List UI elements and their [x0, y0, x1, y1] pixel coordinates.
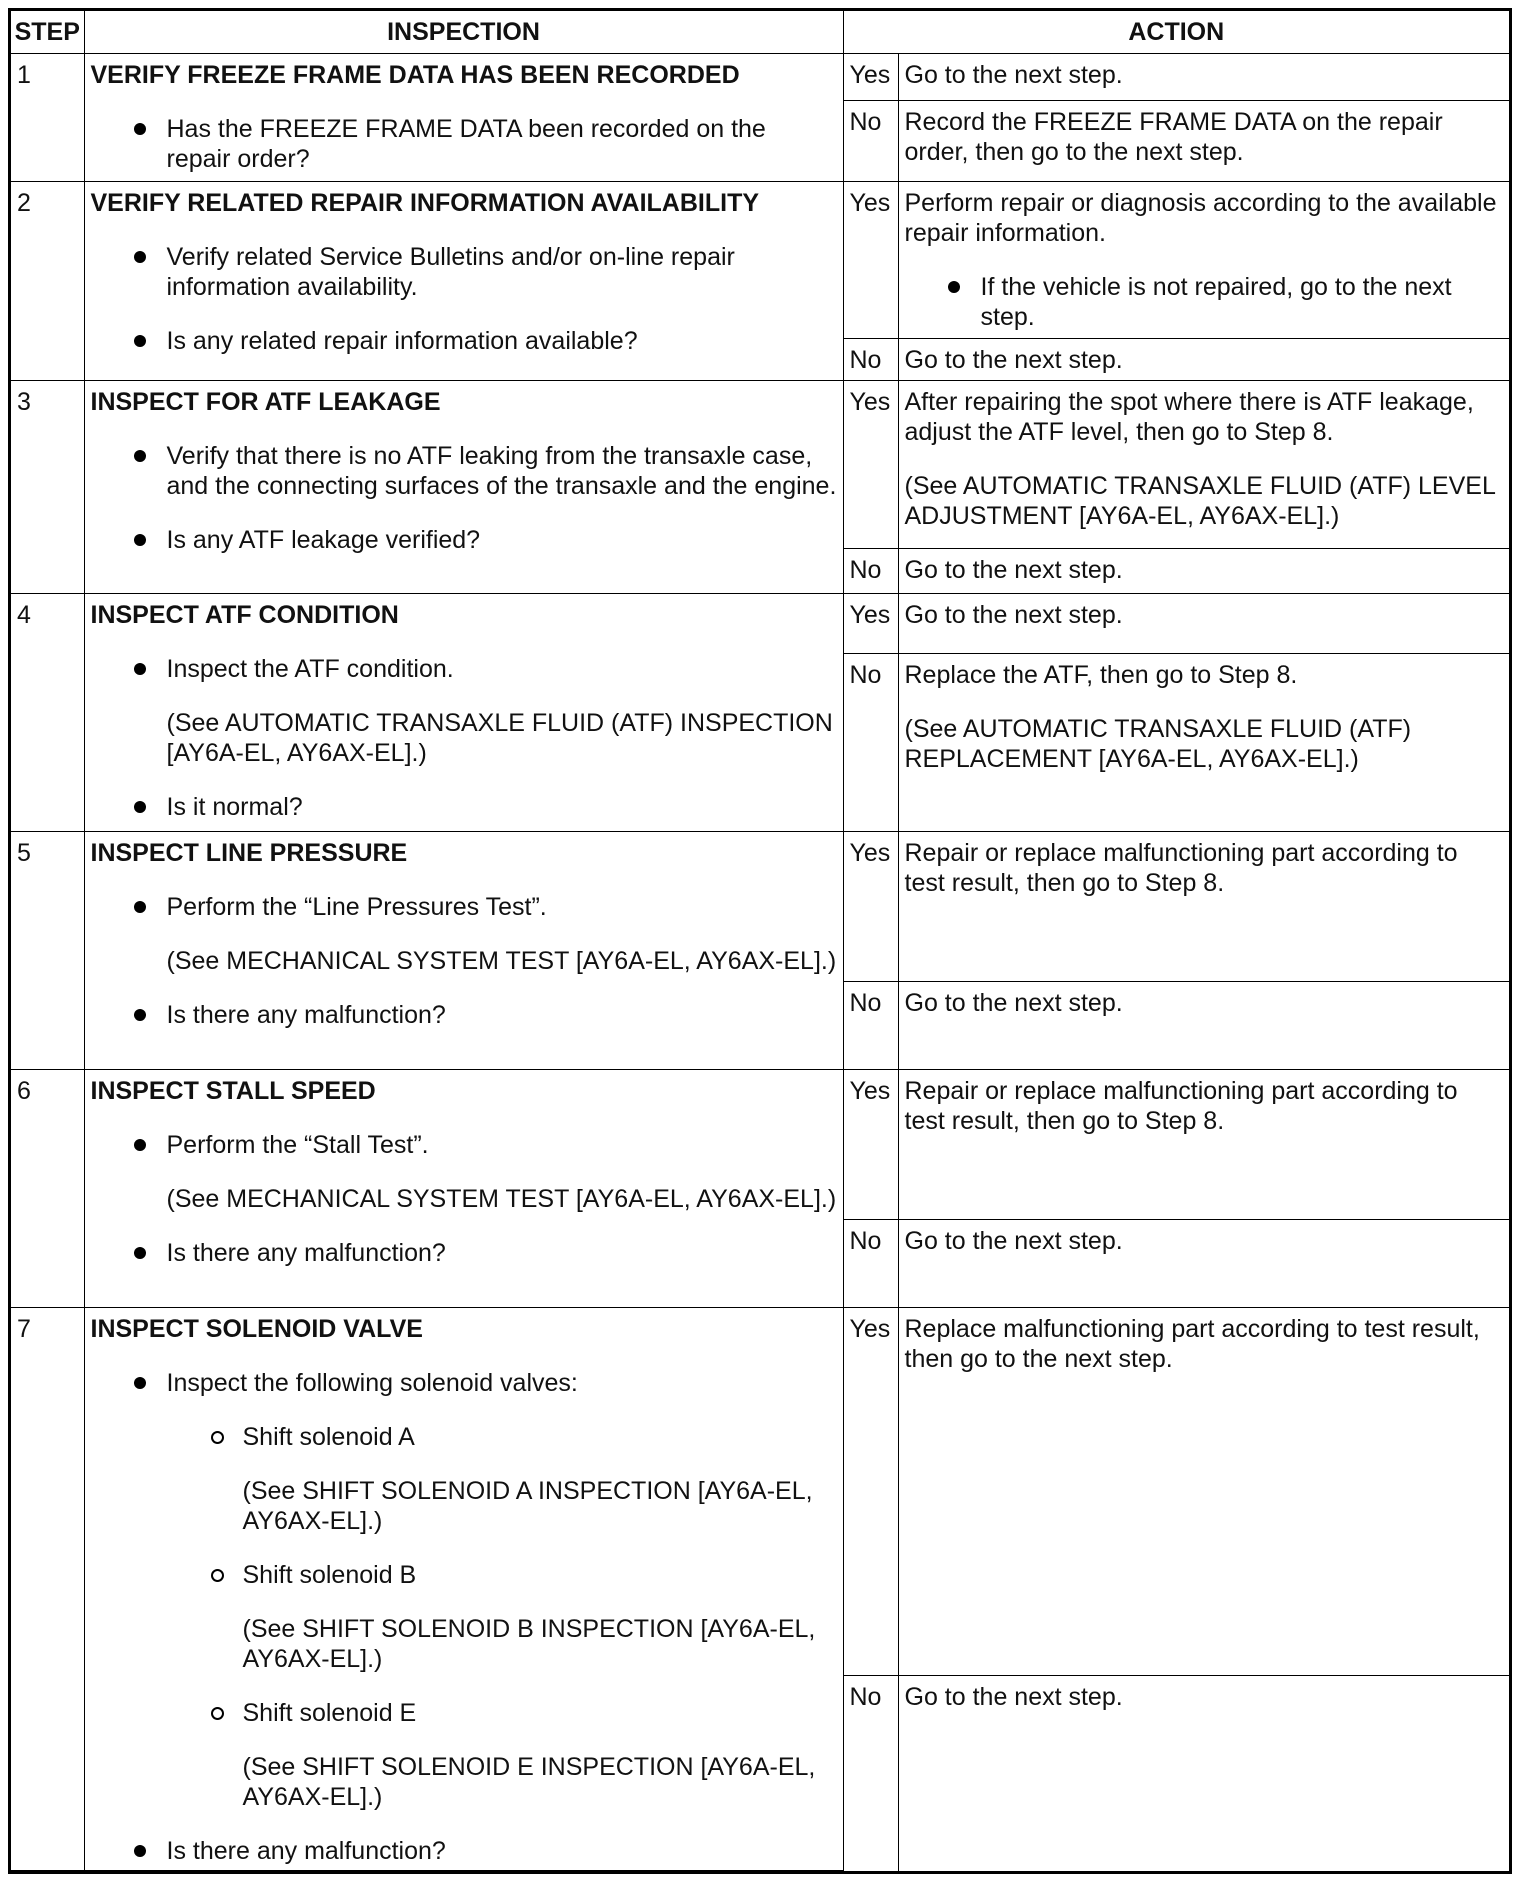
step-number: 4	[11, 593, 84, 831]
table-row	[11, 593, 1509, 653]
step-number: 2	[11, 181, 84, 380]
inspection-reference: (See AUTOMATIC TRANSAXLE FLUID (ATF) INSPECTION [AY6A-EL, AY6AX-EL].)	[166, 708, 833, 767]
inspection-bullet: Perform the “Stall Test”.	[91, 1130, 837, 1160]
inspection-bullet: Perform the “Line Pressures Test”.	[91, 892, 837, 922]
action-text: Go to the next step.	[904, 1683, 1123, 1712]
inspection-cell	[84, 181, 843, 380]
inspection-bullet: Has the FREEZE FRAME DATA been recorded on the repair order?	[91, 114, 837, 174]
action-text: Perform repair or diagnosis according to the available repair information.	[904, 188, 1497, 247]
solenoid-reference: (See SHIFT SOLENOID E INSPECTION [AY6A-EL, AY6AX-EL].)	[242, 1752, 816, 1811]
solenoid-list-item: Shift solenoid B	[91, 1560, 837, 1590]
step-title: INSPECT SOLENOID VALVE	[90, 1314, 423, 1343]
action-cell	[898, 53, 1509, 100]
solenoid-reference: (See SHIFT SOLENOID A INSPECTION [AY6A-EL, AY6AX-EL].)	[242, 1476, 813, 1535]
answer-no: No	[843, 1676, 898, 1871]
action-cell	[898, 1676, 1509, 1871]
action-cell	[898, 181, 1509, 338]
answer-no: No	[843, 1219, 898, 1307]
diagnostic-procedure-sheet	[8, 8, 1512, 1874]
step-title: VERIFY FREEZE FRAME DATA HAS BEEN RECORDED	[90, 60, 740, 89]
answer-yes: Yes	[843, 1069, 898, 1219]
inspection-reference: (See MECHANICAL SYSTEM TEST [AY6A-EL, AY6AX-EL].)	[166, 946, 837, 975]
inspection-bullet: Is any related repair information available?	[91, 326, 837, 356]
action-cell	[898, 100, 1509, 181]
inspection-bullet: Is there any malfunction?	[91, 1000, 837, 1030]
answer-no: No	[843, 981, 898, 1069]
table-row	[11, 181, 1509, 338]
table-row	[11, 380, 1509, 548]
action-text: Go to the next step.	[904, 345, 1123, 374]
step-number: 7	[11, 1307, 84, 1870]
action-cell	[898, 1069, 1509, 1219]
action-cell	[898, 338, 1509, 380]
answer-no: No	[843, 548, 898, 593]
table-row	[11, 1069, 1509, 1219]
action-cell	[898, 831, 1509, 981]
action-text: Go to the next step.	[904, 60, 1123, 89]
table-row	[11, 1307, 1509, 1676]
inspection-bullet: Is there any malfunction?	[91, 1836, 837, 1866]
action-cell	[898, 653, 1509, 831]
inspection-cell	[84, 53, 843, 181]
action-text: Go to the next step.	[904, 988, 1123, 1017]
inspection-cell	[84, 593, 843, 831]
answer-yes: Yes	[843, 181, 898, 338]
inspection-bullet: Verify that there is no ATF leaking from the transaxle case, and the connecting surfaces of the transaxle and the engine.	[91, 441, 837, 501]
action-cell	[898, 1307, 1509, 1676]
action-text: Go to the next step.	[904, 1226, 1123, 1255]
action-text: Replace malfunctioning part according to test result, then go to the next step.	[904, 1314, 1480, 1373]
inspection-bullet: Is it normal?	[91, 792, 837, 822]
step-title: INSPECT ATF CONDITION	[90, 600, 399, 629]
action-column-header: ACTION	[843, 11, 1509, 53]
action-text: Go to the next step.	[904, 555, 1123, 584]
answer-yes: Yes	[843, 831, 898, 981]
step-title: VERIFY RELATED REPAIR INFORMATION AVAILABILITY	[90, 188, 760, 217]
inspection-column-header: INSPECTION	[84, 11, 843, 53]
action-text: Repair or replace malfunctioning part according to test result, then go to Step 8.	[904, 1076, 1458, 1135]
answer-yes: Yes	[843, 53, 898, 100]
step-number: 5	[11, 831, 84, 1069]
step-title: INSPECT LINE PRESSURE	[90, 838, 408, 867]
answer-yes: Yes	[843, 1307, 898, 1676]
answer-yes: Yes	[843, 380, 898, 548]
inspection-cell	[84, 380, 843, 593]
action-text: Repair or replace malfunctioning part according to test result, then go to Step 8.	[904, 838, 1458, 897]
answer-no: No	[843, 338, 898, 380]
action-reference: (See AUTOMATIC TRANSAXLE FLUID (ATF) REPLACEMENT [AY6A-EL, AY6AX-EL].)	[904, 714, 1412, 773]
step-number: 3	[11, 380, 84, 593]
inspection-cell	[84, 1069, 843, 1307]
action-reference: (See AUTOMATIC TRANSAXLE FLUID (ATF) LEVEL ADJUSTMENT [AY6A-EL, AY6AX-EL].)	[904, 471, 1495, 530]
action-text: Go to the next step.	[904, 600, 1123, 629]
action-cell	[898, 593, 1509, 653]
action-bullet: If the vehicle is not repaired, go to the next step.	[905, 272, 1504, 332]
action-cell	[898, 1219, 1509, 1307]
inspection-bullet: Is any ATF leakage verified?	[91, 525, 837, 555]
table-row	[11, 53, 1509, 100]
action-text: Record the FREEZE FRAME DATA on the repair order, then go to the next step.	[904, 107, 1443, 166]
inspection-cell	[84, 831, 843, 1069]
solenoid-reference: (See SHIFT SOLENOID B INSPECTION [AY6A-EL, AY6AX-EL].)	[242, 1614, 816, 1673]
solenoid-list-item: Shift solenoid A	[91, 1422, 837, 1452]
answer-yes: Yes	[843, 593, 898, 653]
inspection-bullet: Verify related Service Bulletins and/or on-line repair information availability.	[91, 242, 837, 302]
action-text: After repairing the spot where there is ATF leakage, adjust the ATF level, then go to Step 8.	[904, 387, 1474, 446]
action-cell	[898, 380, 1509, 548]
action-cell	[898, 548, 1509, 593]
step-number: 6	[11, 1069, 84, 1307]
action-text: Replace the ATF, then go to Step 8.	[904, 660, 1298, 689]
step-column-header: STEP	[11, 11, 84, 53]
inspection-cell	[84, 1307, 843, 1870]
table-row	[11, 831, 1509, 981]
solenoid-list-item: Shift solenoid E	[91, 1698, 837, 1728]
diagnostic-table	[11, 11, 1509, 1871]
inspection-bullet: Inspect the ATF condition.	[91, 654, 837, 684]
step-number: 1	[11, 53, 84, 181]
table-header-row	[11, 11, 1509, 53]
step-title: INSPECT FOR ATF LEAKAGE	[90, 387, 441, 416]
inspection-bullet: Inspect the following solenoid valves:	[91, 1368, 837, 1398]
answer-no: No	[843, 653, 898, 831]
action-cell	[898, 981, 1509, 1069]
inspection-reference: (See MECHANICAL SYSTEM TEST [AY6A-EL, AY6AX-EL].)	[166, 1184, 837, 1213]
inspection-bullet: Is there any malfunction?	[91, 1238, 837, 1268]
answer-no: No	[843, 100, 898, 181]
step-title: INSPECT STALL SPEED	[90, 1076, 376, 1105]
